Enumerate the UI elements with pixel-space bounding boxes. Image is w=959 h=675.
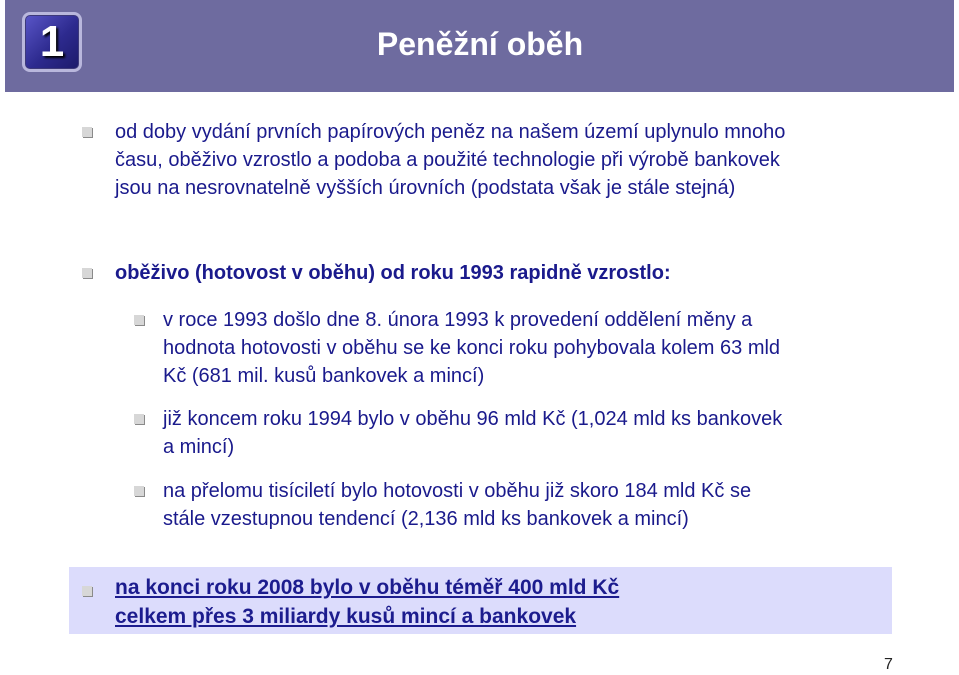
sub-bullet-text-line: již koncem roku 1994 bylo v oběhu 96 mld Kč (1,024 mld ks bankovek xyxy=(163,408,783,430)
slide-title: Peněžní oběh xyxy=(376,26,584,62)
highlight-text-line: celkem přes 3 miliardy kusů mincí a bankovek xyxy=(115,605,577,628)
growth-heading: oběživo (hotovost v oběhu) od roku 1993 rapidně vzrostlo: xyxy=(115,262,671,284)
sub-bullet-text-line: a mincí) xyxy=(163,436,235,458)
bullet-text-line: času, oběživo vzrostlo a podoba a použité technologie při výrobě bankovek xyxy=(115,149,780,171)
square-bullet-icon xyxy=(82,127,92,137)
square-bullet-icon xyxy=(134,315,144,325)
square-bullet-icon xyxy=(82,268,92,278)
bullet-text-line: od doby vydání prvních papírových peněz na našem území uplynulo mnoho xyxy=(115,121,786,143)
square-bullet-icon xyxy=(134,414,144,424)
highlight-text-line: na konci roku 2008 bylo v oběhu téměř 400 mld Kč xyxy=(115,576,620,599)
sub-bullet-text-line: Kč (681 mil. kusů bankovek a mincí) xyxy=(163,365,485,387)
bullet-text-line: jsou na nesrovnatelně vyšších úrovních (podstata však je stále stejná) xyxy=(115,177,736,199)
page-number: 7 xyxy=(884,656,893,673)
square-bullet-icon xyxy=(82,586,92,596)
sub-bullet-text-line: hodnota hotovosti v oběhu se ke konci roku pohybovala kolem 63 mld xyxy=(163,337,781,359)
square-bullet-icon xyxy=(134,486,144,496)
sub-bullet-text-line: v roce 1993 došlo dne 8. února 1993 k provedení oddělení měny a xyxy=(163,309,753,331)
sub-bullet-text-line: stále vzestupnou tendencí (2,136 mld ks bankovek a mincí) xyxy=(163,508,689,530)
slide-number-badge: 1 xyxy=(22,12,82,72)
sub-bullet-text-line: na přelomu tisíciletí bylo hotovosti v oběhu již skoro 184 mld Kč se xyxy=(163,480,752,502)
